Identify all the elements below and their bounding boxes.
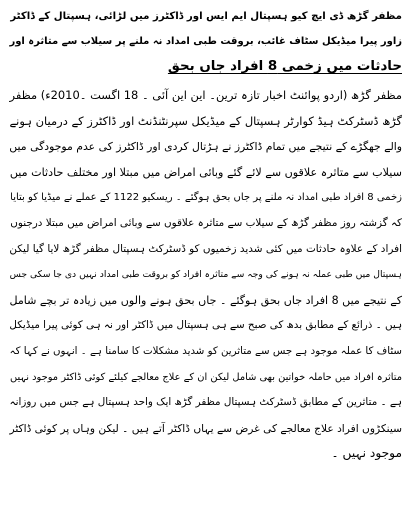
body-line: زخمی 8 افراد طبی امداد نہ ملنے پر جاں بحق ہوگئے ۔ ریسکیو 1122 کے عملے نے میڈیا کو بتایا xyxy=(10,192,402,204)
article-headline xyxy=(6,4,402,79)
body-line: سٹاف کا عملہ موجود ہے جس سے متاثرین کو شدید مشکلات کا سامنا ہے ۔ انہوں نے کہا کہ xyxy=(9,345,402,357)
headline-line: زاور پیرا میڈیکل سٹاف غائب، بروقت طبی امداد نہ ملنے پر سیلاب سے متاثرہ اور xyxy=(9,36,402,47)
body-line: مظفر گڑھ (اردو پوائنٹ اخبار تازہ ترین۔ این این آئی ۔ 18 اگست ۔2010ء) مظفر xyxy=(9,88,402,102)
body-line: ہے ۔ متاثرین کے مطابق ڈسٹرکٹ ہسپتال مظفر گڑھ ایک واحد ہسپتال ہے جس میں روزانہ xyxy=(9,396,402,409)
article-body xyxy=(6,83,402,467)
body-line: والے جھگڑے کے نتیجے میں تمام ڈاکٹرز نے ہڑتال کردی اور ڈاکٹرز کی عدم موجودگی میں xyxy=(9,140,402,154)
headline-line: حادثات میں زخمی 8 افراد جاں بحق xyxy=(167,59,402,74)
headline-line: مظفر گڑھ ڈی ایچ کیو ہسپتال ایم ایس اور ڈاکٹرز میں لڑائی، ہسپتال کے ڈاکٹر xyxy=(10,11,402,22)
body-line: کے نتیجے میں 8 افراد جاں بحق ہوگئے ۔ جاں بحق ہونے والوں میں زیادہ تر بچے شامل xyxy=(9,293,402,307)
body-line: گڑھ ڈسٹرکٹ ہیڈ کوارٹر ہسپتال کے میڈیکل سپرنٹنڈنٹ اور ڈاکٹرز کے درمیان ہونے xyxy=(9,113,402,128)
body-line: سینکڑوں افراد علاج معالجے کی غرض سے یہاں ڈاکٹر آتے ہیں ۔ لیکن وہاں پر کوئی ڈاکٹر xyxy=(9,421,402,435)
body-line: متاثرہ افراد میں حاملہ خواتین بھی شامل لیکن ان کے علاج معالجے کیلئے کوئی ڈاکٹر موجود نہیں xyxy=(10,371,402,383)
body-line: موجود نہیں ۔ xyxy=(331,446,402,461)
body-line: سیلاب سے متاثرہ علاقوں سے لائے گئے وبائی امراض میں مبتلا اور مختلف حادثات میں xyxy=(9,165,402,179)
body-line: افراد کے علاوہ حادثات میں کئی شدید زخمیوں کو ڈسٹرکٹ ہسپتال مظفر گڑھ لایا گیا لیکن xyxy=(9,242,402,255)
body-line: کہ گزشتہ روز مظفر گڑھ کے سیلاب سے متاثرہ علاقوں سے وبائی امراض میں مبتلا درجنوں xyxy=(10,216,402,229)
body-line: ہسپتال میں طبی عملہ نہ ہونے کی وجہ سے متاثرہ افراد کو بروقت طبی امداد نہیں دی جا سکی جس xyxy=(9,269,402,281)
body-line: ہیں ۔ ذرائع کے مطابق بدھ کی صبح سے ہی ہسپتال میں ڈاکٹر اور نہ ہی کوئی پیرا میڈیکل xyxy=(9,319,402,332)
